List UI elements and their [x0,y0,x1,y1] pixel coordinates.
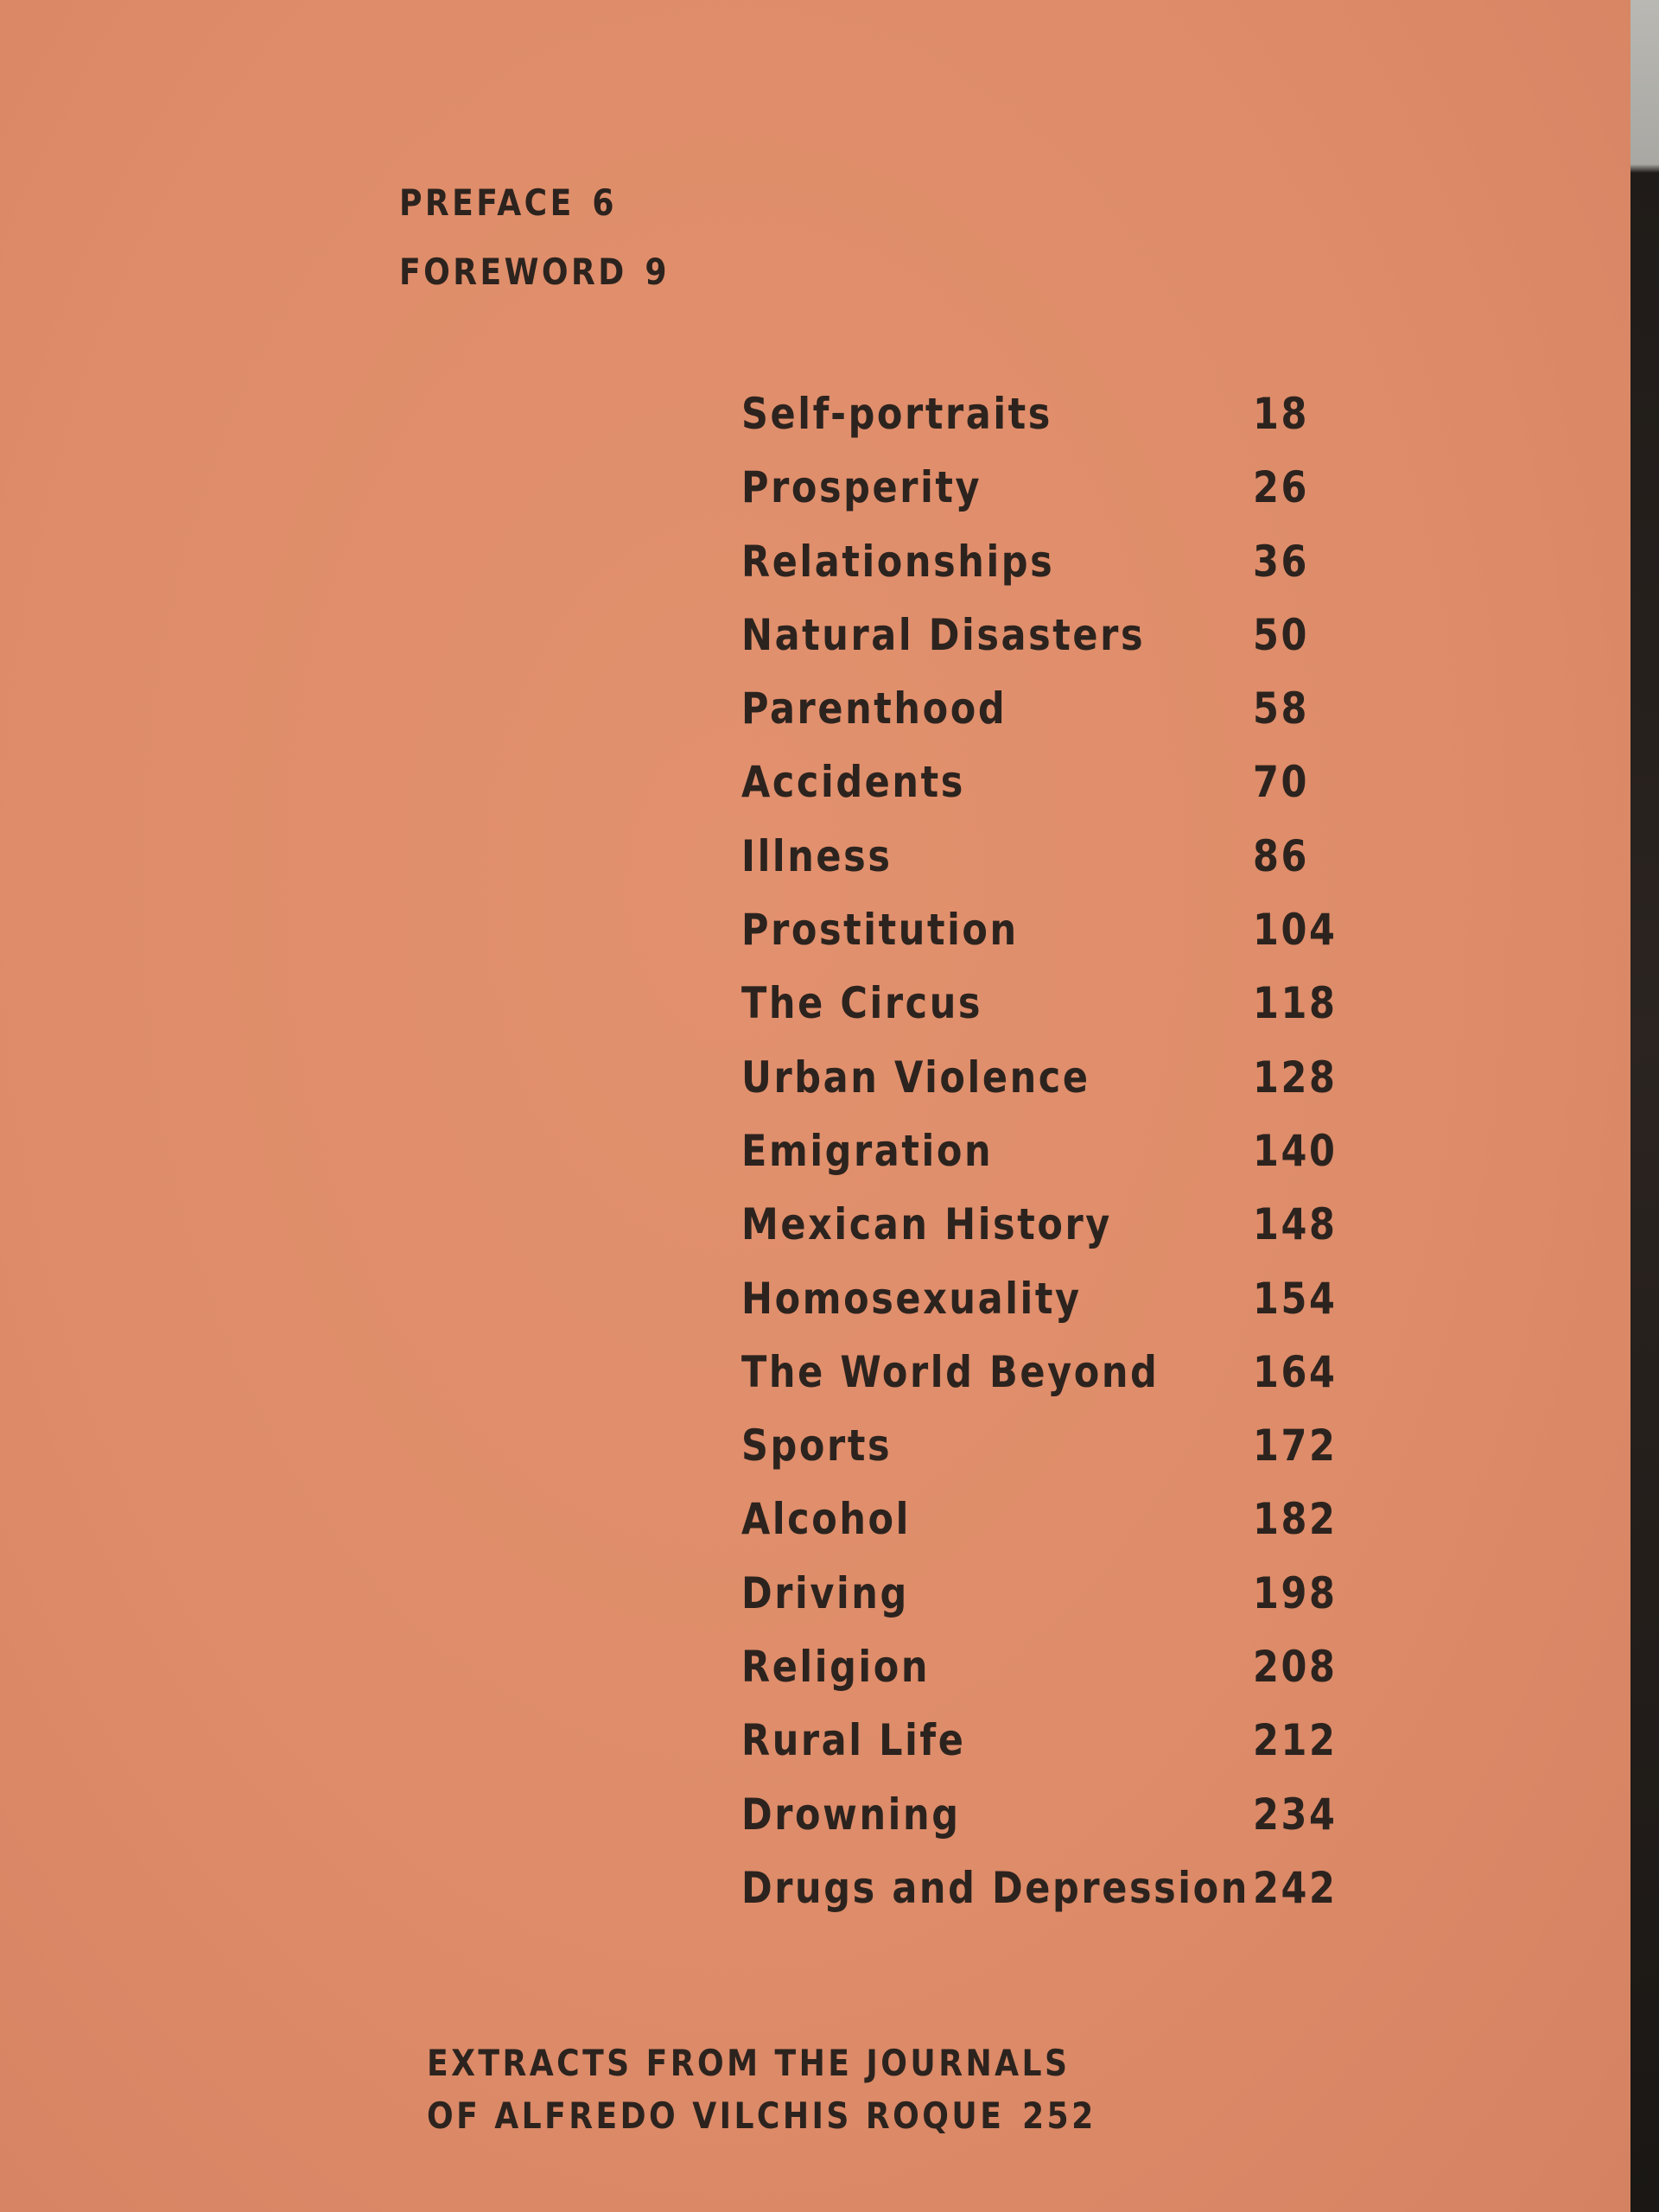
book-edge [1630,0,1659,2212]
chapter-page-number: 148 [1253,1199,1338,1250]
chapter-title: Illness [741,830,893,881]
toc-row [741,537,1346,610]
table-of-contents [741,389,1346,1936]
toc-row [741,1568,1346,1642]
toc-row [741,1863,1346,1936]
chapter-title: Prosperity [741,462,982,513]
chapter-title: Drowning [741,1789,961,1840]
toc-row [741,757,1346,830]
chapter-title: The World Beyond [741,1346,1160,1397]
chapter-title: Accidents [741,757,965,808]
chapter-title: Drugs and Depression [741,1862,1249,1913]
chapter-page-number: 140 [1253,1125,1338,1176]
toc-row [741,978,1346,1052]
extracts-page-number: 252 [1021,2094,1096,2137]
chapter-title: Rural Life [741,1715,966,1766]
chapter-page-number: 58 [1253,683,1310,734]
toc-row [741,462,1346,536]
chapter-page-number: 234 [1253,1789,1338,1840]
chapter-page-number: 164 [1253,1346,1338,1397]
toc-row [741,1052,1346,1126]
extracts-line-1: EXTRACTS FROM THE JOURNALS [427,2042,1071,2084]
toc-row [741,1199,1346,1273]
toc-row [741,1421,1346,1494]
chapter-title: Homosexuality [741,1273,1082,1324]
chapter-page-number: 212 [1253,1715,1338,1766]
chapter-page-number: 50 [1253,609,1310,660]
toc-row [741,1347,1346,1421]
foreword-page-number: 9 [645,251,670,293]
chapter-page-number: 86 [1253,830,1310,881]
chapter-title: Parenthood [741,683,1007,734]
extracts-author: OF ALFREDO VILCHIS ROQUE [427,2094,1005,2137]
toc-row [741,1494,1346,1567]
chapter-page-number: 18 [1253,389,1310,439]
chapter-page-number: 104 [1253,905,1338,956]
chapter-title: Emigration [741,1125,994,1176]
toc-row [741,1789,1346,1863]
toc-row [741,683,1346,757]
chapter-title: The Circus [741,978,983,1029]
chapter-title: Self-portraits [741,389,1052,439]
chapter-page-number: 182 [1253,1494,1338,1545]
chapter-title: Prostitution [741,905,1019,956]
chapter-title: Relationships [741,536,1055,587]
chapter-page-number: 118 [1253,978,1338,1029]
chapter-title: Sports [741,1421,893,1471]
foreword-label: FOREWORD [399,251,627,293]
toc-row [741,1126,1346,1199]
chapter-page-number: 208 [1253,1642,1338,1693]
preface-page-number: 6 [592,181,617,224]
chapter-page-number: 198 [1253,1567,1338,1618]
chapter-page-number: 154 [1253,1273,1338,1324]
extracts-line-2 [427,2094,1096,2137]
chapter-title: Driving [741,1567,909,1618]
toc-row [741,1715,1346,1789]
foreword-entry [399,251,670,293]
toc-row [741,389,1346,462]
toc-row [741,905,1346,978]
chapter-title: Religion [741,1642,931,1693]
toc-row [741,610,1346,683]
preface-label: PREFACE [399,181,575,224]
chapter-page-number: 70 [1253,757,1310,808]
chapter-page-number: 128 [1253,1052,1338,1103]
chapter-page-number: 242 [1253,1862,1338,1913]
chapter-title: Natural Disasters [741,609,1146,660]
chapter-page-number: 26 [1253,462,1310,513]
toc-row [741,1274,1346,1347]
preface-entry [399,181,617,224]
chapter-page-number: 36 [1253,536,1310,587]
chapter-page-number: 172 [1253,1421,1338,1471]
chapter-title: Mexican History [741,1199,1112,1250]
toc-row [741,1642,1346,1715]
chapter-title: Alcohol [741,1494,912,1545]
chapter-title: Urban Violence [741,1052,1090,1103]
toc-row [741,831,1346,905]
